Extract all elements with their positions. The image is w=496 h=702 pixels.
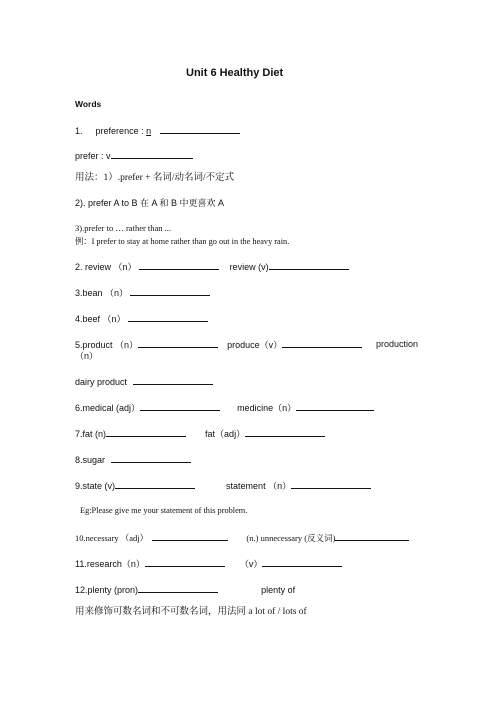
entry-2-word-n: 2. review （n） <box>75 262 137 272</box>
entry-9-word-v: 9.state (v) <box>75 481 116 491</box>
entry-1 <box>75 124 240 137</box>
entry-3-word: 3.bean （n） <box>75 288 129 298</box>
entry-8 <box>75 453 191 466</box>
entry-11 <box>75 557 342 570</box>
entry-5-pos-wrap: （n） <box>75 351 99 361</box>
entry-5-word-n: 5.product （n） <box>75 340 139 350</box>
entry-4-word: 4.beef （n） <box>75 314 126 324</box>
entry-10-word-n: (n.) unnecessary (反义词) <box>246 533 336 543</box>
entry-9 <box>75 479 371 492</box>
entry-11-blank-n <box>145 557 225 567</box>
entry-dairy <box>75 375 213 388</box>
entry-5-blank-n <box>138 338 218 348</box>
page-title: Unit 6 Healthy Diet <box>186 67 284 79</box>
entry-2-word-v: review (v) <box>229 262 269 272</box>
entry-10-blank-antonym <box>335 531 409 541</box>
entry-8-word: 8.sugar <box>75 455 106 465</box>
entry-6-blank-n <box>296 401 374 411</box>
entry-11-word-v: （v） <box>239 559 263 569</box>
entry-9-blank-v <box>115 479 195 489</box>
entry-6-word-adj: 6.medical (adj） <box>75 403 141 413</box>
entry-10-blank-adj <box>152 531 228 541</box>
entry-12-word: 12.plenty (pron) <box>75 585 139 595</box>
entry-11-blank-v <box>262 557 342 567</box>
entry-2-blank-v <box>269 260 349 270</box>
entry-9-example: Eg:Please give me your statement of this problem. <box>80 506 248 515</box>
entry-dairy-blank <box>133 375 213 385</box>
entry-9-word-n: statement （n） <box>226 481 292 491</box>
entry-1-pos: n <box>146 126 152 136</box>
entry-1-number: 1. <box>75 126 83 136</box>
entry-1-word: preference : <box>95 126 147 136</box>
entry-10 <box>75 531 409 544</box>
entry-9-blank-n <box>291 479 371 489</box>
entry-5-blank-v <box>282 338 362 348</box>
entry-12-phrase: plenty of <box>261 585 296 595</box>
entry-1-blank <box>160 124 240 134</box>
entry-10-word-adj: 10.necessary （adj） <box>75 533 149 543</box>
entry-7-blank-n <box>106 427 186 437</box>
entry-3 <box>75 286 210 299</box>
entry-dairy-word: dairy product <box>75 377 128 387</box>
entry-12-blank <box>138 583 218 593</box>
usage-line-2: 2). prefer A to B 在 A 和 B 中更喜欢 A <box>75 198 225 208</box>
entry-12-usage: 用来修饰可数名词和不可数名词，用法同 a lot of / lots of <box>75 607 307 617</box>
entry-2-blank-n <box>139 260 219 270</box>
entry-prefer-blank <box>111 149 193 159</box>
entry-4 <box>75 312 208 325</box>
entry-7-blank-adj <box>245 427 325 437</box>
entry-7-word-adj: fat（adj） <box>205 429 246 439</box>
entry-7-word-n: 7.fat (n) <box>75 429 107 439</box>
entry-6 <box>75 401 374 414</box>
entry-12 <box>75 583 295 596</box>
usage-example: 例：I prefer to stay at home rather than go out in the heavy rain. <box>75 237 290 246</box>
entry-5 <box>75 338 362 351</box>
entry-prefer <box>75 149 193 162</box>
entry-11-word-n: 11.research（n） <box>75 559 145 569</box>
entry-8-blank <box>111 453 191 463</box>
section-heading: Words <box>75 99 102 109</box>
entry-prefer-word: prefer : v <box>75 151 111 161</box>
entry-6-word-n: medicine（n） <box>237 403 297 413</box>
entry-2 <box>75 260 349 273</box>
entry-4-blank <box>128 312 208 322</box>
entry-5-word-production: production <box>376 339 419 349</box>
entry-5-word-v: produce（v） <box>227 340 283 350</box>
usage-line-3: 3).prefer to … rather than ... <box>75 223 172 233</box>
entry-7 <box>75 427 325 440</box>
entry-3-blank <box>130 286 210 296</box>
entry-6-blank-adj <box>140 401 220 411</box>
usage-line-1: 用法：1）.prefer + 名词/动名词/不定式 <box>75 173 235 183</box>
